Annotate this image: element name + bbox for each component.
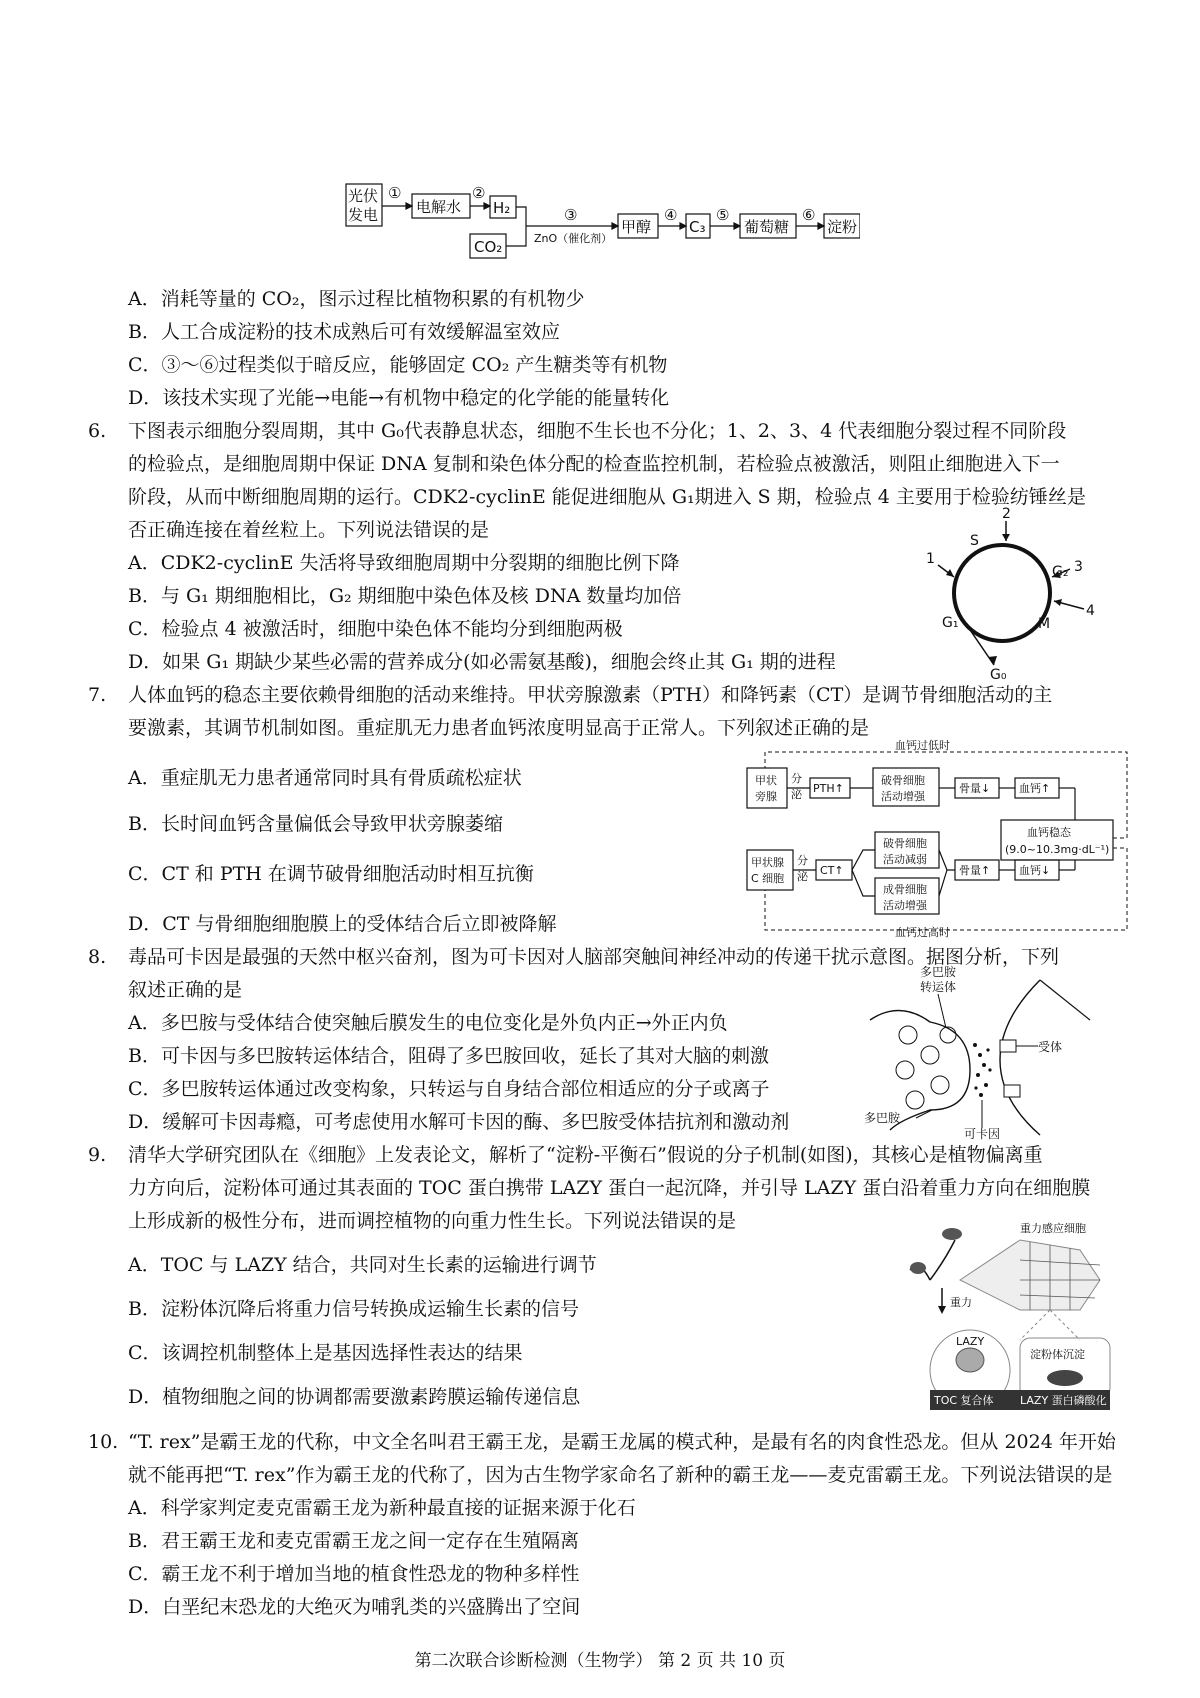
step-label: ⑥ — [802, 206, 816, 224]
cell-cycle-diagram — [920, 505, 1100, 680]
question-stem: 毒品可卡因是最强的天然中枢兴奋剂，图为可卡因对人脑部突触间神经冲动的传递干扰示意图。据图分析，下列 — [128, 946, 1060, 968]
option-c: C．霸王龙不利于增加当地的植食性恐龙的物种多样性 — [128, 1563, 580, 1585]
question-stem: 就不能再把“T. rex”作为霸王龙的代称了，因为古生物学家命名了新种的霸王龙——麦克雷霸王龙。下列说法错误的是 — [128, 1464, 1113, 1486]
phase-label: G₂ — [1052, 564, 1069, 580]
diagram-label: 淀粉体沉淀 — [1030, 1348, 1085, 1361]
statolith-gravity-diagram — [900, 1210, 1120, 1410]
step-label: ② — [472, 184, 486, 202]
node-label: 成骨细胞 — [883, 883, 927, 896]
calcium-regulation-diagram — [735, 738, 1135, 938]
node-label: 破骨细胞 — [881, 774, 925, 787]
node-label: 血钙稳态 — [1027, 826, 1071, 839]
node-label: 旁腺 — [755, 790, 777, 803]
node-label: 甲状 — [755, 774, 777, 787]
phase-label: S — [970, 533, 979, 549]
catalyst-label: ZnO（催化剂） — [534, 232, 613, 245]
diagram-label: TOC 复合体 — [934, 1394, 994, 1407]
option-d: D．白垩纪末恐龙的大绝灭为哺乳类的兴盛腾出了空间 — [128, 1596, 581, 1618]
option-d: D．该技术实现了光能→电能→有机物中稳定的化学能的能量转化 — [128, 387, 670, 409]
question-stem: 人体血钙的稳态主要依赖骨细胞的活动来维持。甲状旁腺激素（PTH）和降钙素（CT）是调节骨细胞活动的主 — [128, 684, 1053, 706]
question-stem: 清华大学研究团队在《细胞》上发表论文，解析了“淀粉-平衡石”假说的分子机制(如图)，其核心是植物偏离重 — [128, 1144, 1043, 1166]
node-label: 血钙↑ — [1019, 782, 1051, 795]
option-d: D．植物细胞之间的协调都需要激素跨膜运输传递信息 — [128, 1386, 581, 1408]
node-label: PTH↑ — [813, 782, 844, 795]
question-number: 8. — [88, 946, 107, 968]
diagram-label: 可卡因 — [964, 1127, 1001, 1140]
flow-node: CO₂ — [474, 238, 503, 256]
diagram-label: LAZY 蛋白磷酸化 — [1020, 1394, 1107, 1407]
diagram-label: 多巴胺 — [920, 965, 957, 979]
step-label: ③ — [564, 206, 578, 224]
step-label: ④ — [664, 206, 678, 224]
option-c: C．CT 和 PTH 在调节破骨细胞活动时相互抗衡 — [128, 863, 534, 885]
flow-node: 光伏 — [348, 187, 379, 205]
question-stem: 要激素，其调节机制如图。重症肌无力患者血钙浓度明显高于正常人。下列叙述正确的是 — [128, 717, 870, 739]
question-stem: 力方向后，淀粉体可通过其表面的 TOC 蛋白携带 LAZY 蛋白一起沉降，并引导 LAZY 蛋白沿着重力方向在细胞膜 — [128, 1177, 1091, 1199]
trigger-label: 血钙过高时 — [895, 926, 950, 938]
option-a: A．消耗等量的 CO₂，图示过程比植物积累的有机物少 — [128, 288, 585, 310]
node-label: C 细胞 — [751, 872, 785, 885]
question-number: 9. — [88, 1144, 107, 1166]
question-number: 10. — [88, 1431, 119, 1453]
node-label: 血钙↓ — [1019, 864, 1051, 877]
trigger-label: 血钙过低时 — [895, 739, 950, 752]
node-label: 分 — [791, 772, 802, 785]
option-a: A．CDK2-cyclinE 失活将导致细胞周期中分裂期的细胞比例下降 — [128, 552, 680, 574]
node-label: 泌 — [797, 870, 808, 883]
option-b: B．人工合成淀粉的技术成熟后可有效缓解温室效应 — [128, 321, 560, 343]
synapse-cocaine-diagram — [860, 960, 1100, 1140]
flow-node: 淀粉 — [827, 218, 858, 236]
option-d: D．缓解可卡因毒瘾，可考虑使用水解可卡因的酶、多巴胺受体拮抗剂和激动剂 — [128, 1111, 790, 1133]
phase-label: G₀ — [990, 667, 1007, 680]
option-a: A．科学家判定麦克雷霸王龙为新种最直接的证据来源于化石 — [128, 1497, 636, 1519]
step-label: ⑤ — [716, 206, 730, 224]
artificial-starch-flow-diagram — [340, 182, 860, 262]
diagram-label: LAZY — [956, 1335, 985, 1348]
node-label: 活动增强 — [883, 899, 927, 912]
phase-label: G₁ — [942, 615, 959, 631]
node-label: 甲状腺 — [751, 856, 784, 869]
flow-node: C₃ — [689, 218, 706, 236]
checkpoint-label: 1 — [926, 551, 935, 567]
option-b: B．君王霸王龙和麦克雷霸王龙之间一定存在生殖隔离 — [128, 1530, 579, 1552]
node-label: 活动增强 — [881, 790, 925, 803]
diagram-label: 多巴胺 — [864, 1111, 901, 1125]
question-number: 6. — [88, 420, 107, 442]
option-b: B．与 G₁ 期细胞相比，G₂ 期细胞中染色体及核 DNA 数量均加倍 — [128, 585, 682, 607]
step-label: ① — [388, 184, 402, 202]
question-stem: 的检验点，是细胞周期中保证 DNA 复制和染色体分配的检查监控机制，若检验点被激活，则阻止细胞进入下一 — [128, 453, 1060, 475]
question-stem: 阶段，从而中断细胞周期的运行。CDK2-cyclinE 能促进细胞从 G₁期进入 S 期，检验点 4 主要用于检验纺锤丝是 — [128, 486, 1086, 508]
checkpoint-label: 3 — [1074, 559, 1083, 575]
diagram-label: 受体 — [1038, 1040, 1063, 1054]
option-d: D．如果 G₁ 期缺少某些必需的营养成分(如必需氨基酸)，细胞会终止其 G₁ 期的进程 — [128, 651, 836, 673]
page-footer: 第二次联合诊断检测（生物学） 第 2 页 共 10 页 — [414, 1651, 786, 1671]
flow-node: H₂ — [493, 199, 511, 217]
question-stem: 否正确连接在着丝粒上。下列说法错误的是 — [128, 519, 490, 541]
question-stem: 下图表示细胞分裂周期，其中 G₀代表静息状态，细胞不生长也不分化；1、2、3、4 代表细胞分裂过程不同阶段 — [128, 420, 1067, 442]
question-stem: “T. rex”是霸王龙的代称，中文全名叫君王霸王龙，是霸王龙属的模式种，是最有名的肉食性恐龙。但从 2024 年开始 — [128, 1431, 1116, 1453]
option-d: D．CT 与骨细胞细胞膜上的受体结合后立即被降解 — [128, 913, 557, 935]
node-label: 活动减弱 — [883, 853, 927, 866]
diagram-label: 重力感应细胞 — [1020, 1222, 1086, 1235]
node-label: 骨量↓ — [959, 782, 991, 795]
question-stem: 叙述正确的是 — [128, 979, 243, 1001]
option-c: C．该调控机制整体上是基因选择性表达的结果 — [128, 1342, 523, 1364]
flow-node: 电解水 — [416, 198, 462, 216]
question-number: 7. — [88, 684, 107, 706]
checkpoint-label: 4 — [1086, 603, 1095, 619]
option-b: B．可卡因与多巴胺转运体结合，阻碍了多巴胺回收，延长了其对大脑的刺激 — [128, 1045, 769, 1067]
node-label: (9.0~10.3mg·dL⁻¹) — [1005, 843, 1110, 856]
node-label: 分 — [797, 854, 808, 867]
node-label: 泌 — [791, 788, 802, 801]
flow-node: 葡萄糖 — [744, 218, 790, 236]
flow-node: 甲醇 — [621, 218, 652, 236]
node-label: 破骨细胞 — [883, 837, 927, 850]
diagram-label: 转运体 — [920, 980, 957, 994]
phase-label: M — [1038, 616, 1051, 632]
node-label: CT↑ — [820, 864, 844, 877]
node-label: 骨量↑ — [959, 864, 991, 877]
option-a: A．重症肌无力患者通常同时具有骨质疏松症状 — [128, 767, 522, 789]
option-c: C．③～⑥过程类似于暗反应，能够固定 CO₂ 产生糖类等有机物 — [128, 354, 668, 376]
option-b: B．淀粉体沉降后将重力信号转换成运输生长素的信号 — [128, 1298, 579, 1320]
flow-node: 发电 — [348, 206, 379, 224]
option-c: C．多巴胺转运体通过改变构象，只转运与自身结合部位相适应的分子或离子 — [128, 1078, 770, 1100]
option-c: C．检验点 4 被激活时，细胞中染色体不能均分到细胞两极 — [128, 618, 623, 640]
option-a: A．多巴胺与受体结合使突触后膜发生的电位变化是外负内正→外正内负 — [128, 1012, 728, 1034]
option-a: A．TOC 与 LAZY 结合，共同对生长素的运输进行调节 — [128, 1254, 597, 1276]
option-b: B．长时间血钙含量偏低会导致甲状旁腺萎缩 — [128, 813, 503, 835]
checkpoint-label: 2 — [1002, 506, 1011, 522]
diagram-label: 重力 — [950, 1296, 972, 1309]
question-stem: 上形成新的极性分布，进而调控植物的向重力性生长。下列说法错误的是 — [128, 1210, 737, 1232]
